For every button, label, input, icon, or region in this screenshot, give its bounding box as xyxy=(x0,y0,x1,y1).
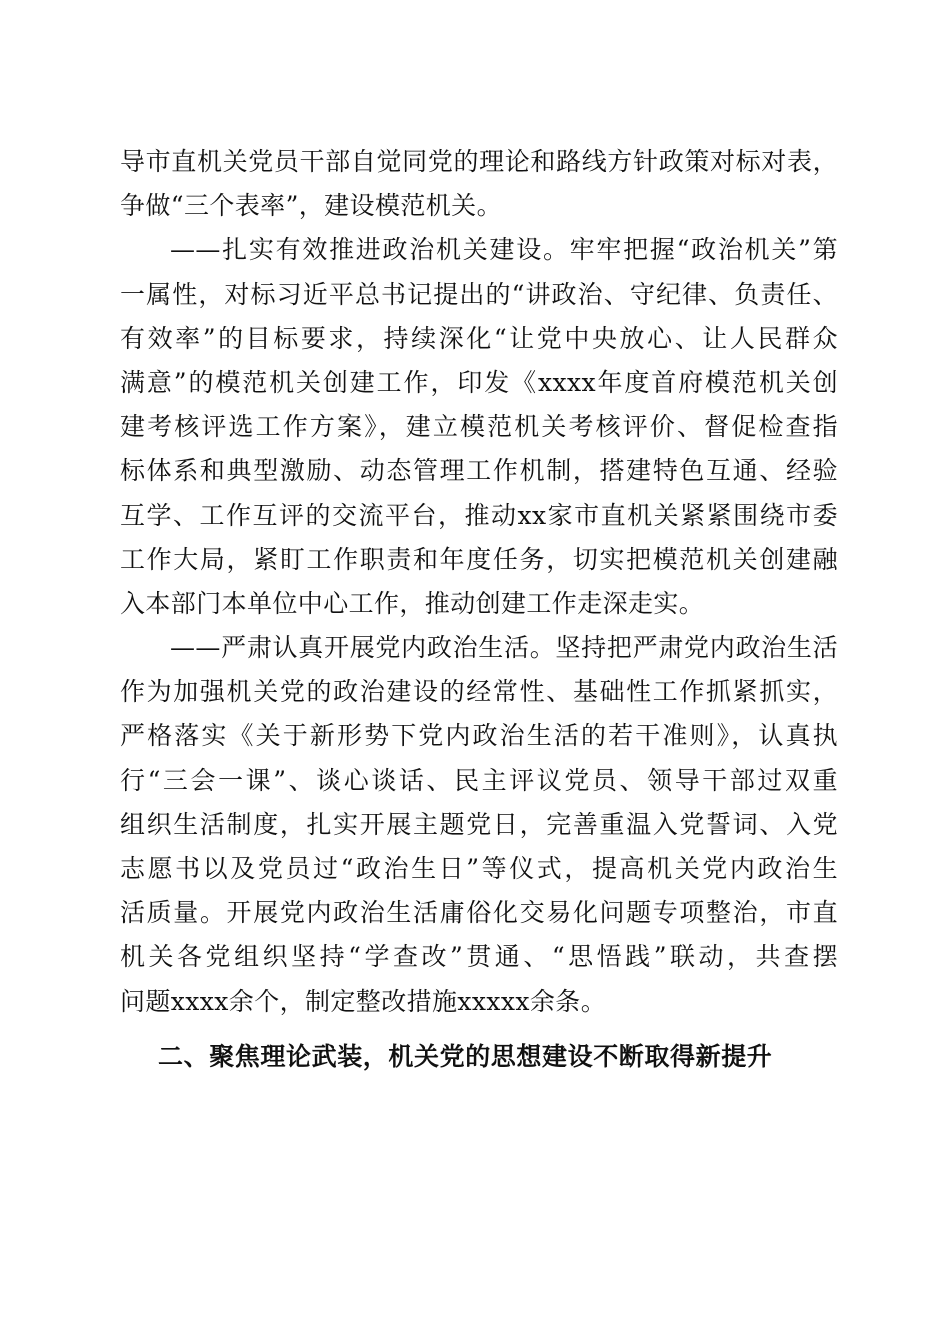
text-line: 工作大局，紧盯工作职责和年度任务，切实把模范机关创建融 xyxy=(120,544,838,574)
text-line: 问题xxxx余个，制定整改措施xxxxx余条。 xyxy=(120,986,607,1016)
text-line: 入本部门本单位中心工作，推动创建工作走深走实。 xyxy=(120,588,705,618)
text-line: 行“三会一课”、谈心谈话、民主评议党员、领导干部过双重 xyxy=(120,765,838,795)
document-body xyxy=(120,140,838,1080)
text-line: 导市直机关党员干部自觉同党的理论和路线方针政策对标对表， xyxy=(120,147,838,176)
text-line: 组织生活制度，扎实开展主题党日，完善重温入党誓词、入党 xyxy=(120,809,838,839)
text-line: ——严肃认真开展党内政治生活。坚持把严肃党内政治生活 xyxy=(170,633,838,663)
text-line: 争做“三个表率”，建设模范机关。 xyxy=(120,191,502,221)
text-line: ——扎实有效推进政治机关建设。牢牢把握“政治机关”第 xyxy=(170,235,838,265)
paragraph-continuation xyxy=(120,140,838,228)
text-line: 互学、工作互评的交流平台，推动xx家市直机关紧紧围绕市委 xyxy=(120,500,838,530)
text-line: 活质量。开展党内政治生活庸俗化交易化问题专项整治，市直 xyxy=(120,898,838,928)
paragraph-political-organ-building xyxy=(120,228,838,626)
text-line: 满意”的模范机关创建工作，印发《xxxx年度首府模范机关创 xyxy=(120,367,838,397)
text-line: 作为加强机关党的政治建设的经常性、基础性工作抓紧抓实， xyxy=(120,677,838,707)
text-line: 建考核评选工作方案》，建立模范机关考核评价、督促检查指 xyxy=(120,412,838,442)
paragraph-party-political-life xyxy=(120,626,838,1024)
text-line: 严格落实《关于新形势下党内政治生活的若干准则》，认真执 xyxy=(120,721,838,751)
text-line: 标体系和典型激励、动态管理工作机制，搭建特色互通、经验 xyxy=(120,456,838,486)
text-line: 志愿书以及党员过“政治生日”等仪式，提高机关党内政治生 xyxy=(120,854,838,883)
text-line: 机关各党组织坚持“学查改”贯通、“思悟践”联动，共查摆 xyxy=(120,942,838,972)
text-line: 有效率”的目标要求，持续深化“让党中央放心、让人民群众 xyxy=(120,323,838,353)
section-heading: 二、聚焦理论武装，机关党的思想建设不断取得新提升 xyxy=(158,1041,773,1071)
text-line: 一属性，对标习近平总书记提出的“讲政治、守纪律、负责任、 xyxy=(120,279,838,309)
